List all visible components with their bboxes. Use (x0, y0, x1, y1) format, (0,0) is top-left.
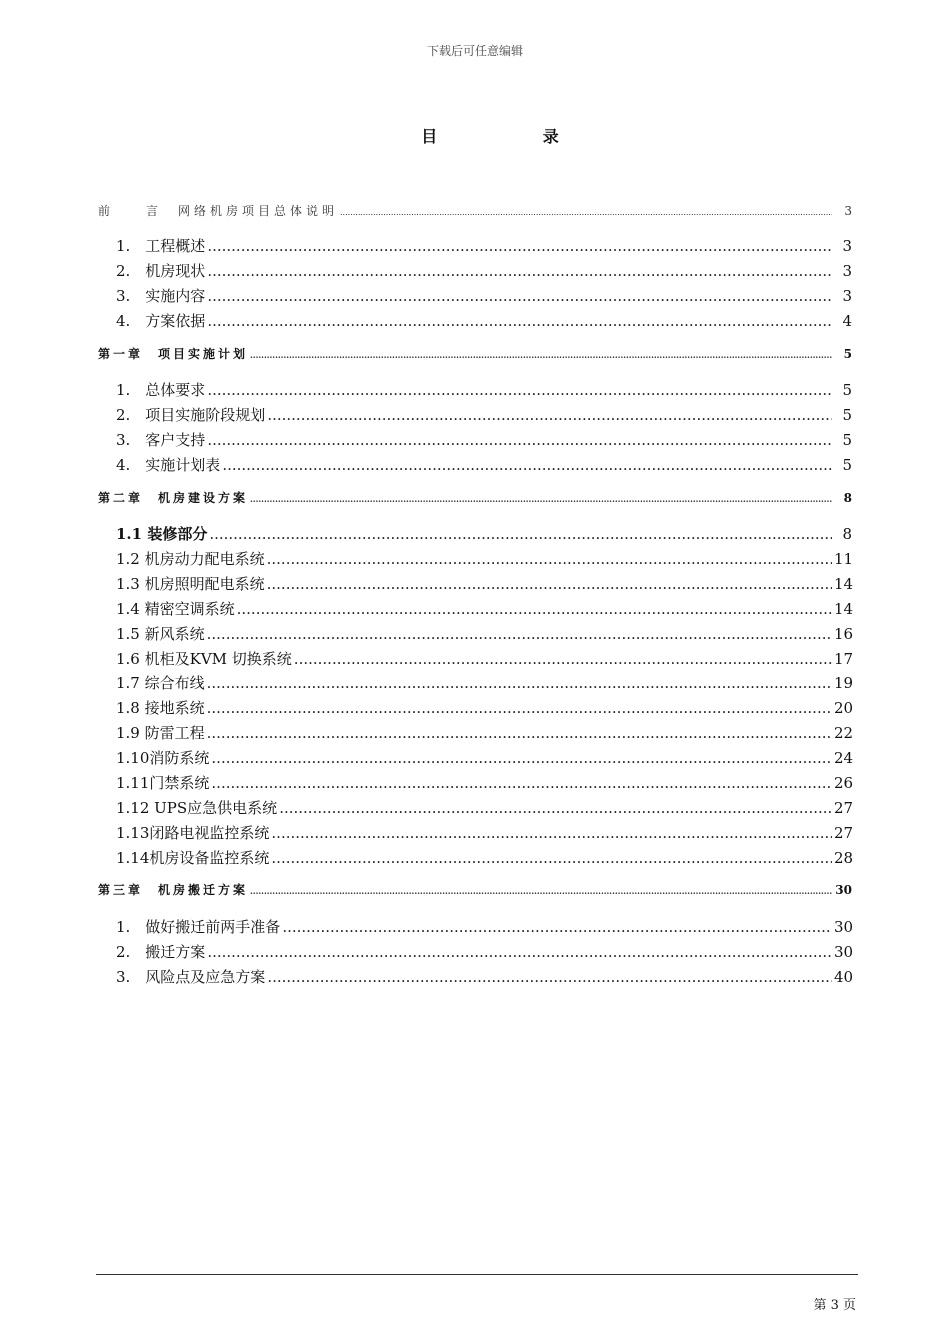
toc-chapter-2[interactable]: 第二章 机房建设方案 ..... 8 (98, 489, 852, 511)
toc-entry[interactable]: 1.4 精密空调系统 ..... 14 (98, 598, 852, 620)
toc-entry[interactable]: 1.11门禁系统 ..... 26 (98, 772, 852, 794)
toc-entry[interactable]: 2. 搬迁方案 ..... 30 (98, 941, 852, 963)
toc-entry-preface[interactable]: 前 言 网络机房项目总体说明 ..... 3 (98, 202, 852, 224)
toc-entry[interactable]: 2. 项目实施阶段规划 ..... 5 (98, 404, 852, 426)
footer-divider (96, 1274, 858, 1275)
toc-chapter-1[interactable]: 第一章 项目实施计划 ..... 5 (98, 345, 852, 367)
toc-entry[interactable]: 1.6 机柜及KVM 切换系统 ..... 17 (98, 648, 852, 670)
toc-entry[interactable]: 3. 客户支持 ..... 5 (98, 429, 852, 451)
toc-entry[interactable]: 1.10消防系统 ..... 24 (98, 747, 852, 769)
toc-entry[interactable]: 1. 工程概述 ..... 3 (98, 235, 852, 257)
page-header: 下载后可任意编辑 (426, 44, 523, 58)
toc-entry[interactable]: 1.7 综合布线 ..... 19 (98, 672, 852, 694)
toc-entry[interactable]: 1.2 机房动力配电系统 ..... 11 (98, 548, 852, 570)
toc-entry[interactable]: 3. 实施内容 ..... 3 (98, 285, 852, 307)
toc-entry[interactable]: 4. 方案依据 ..... 4 (98, 310, 852, 332)
toc-entry[interactable]: 1.14机房设备监控系统 ..... 28 (98, 847, 852, 869)
toc-entry[interactable]: 3. 风险点及应急方案 ..... 40 (98, 966, 852, 988)
toc-chapter-3[interactable]: 第三章 机房搬迁方案 ..... 30 (98, 881, 852, 903)
toc-entry[interactable]: 1. 总体要求 ..... 5 (98, 379, 852, 401)
toc-entry[interactable]: 1.12 UPS应急供电系统 ..... 27 (98, 797, 852, 819)
toc-entry[interactable]: 1.5 新风系统 ..... 16 (98, 623, 852, 645)
toc-entry[interactable]: 1.3 机房照明配电系统 ..... 14 (98, 573, 852, 595)
toc-entry[interactable]: 1.8 接地系统 ..... 20 (98, 697, 852, 719)
toc-title: 目 录 (421, 127, 609, 146)
toc-entry[interactable]: 2. 机房现状 ..... 3 (98, 260, 852, 282)
toc-entry[interactable]: 1. 做好搬迁前两手准备 ..... 30 (98, 916, 852, 938)
toc-entry[interactable]: 4. 实施计划表 ..... 5 (98, 454, 852, 476)
toc-entry[interactable]: 1.1 装修部分 ..... 8 (98, 523, 852, 545)
page-number: 第 3 页 (813, 1298, 856, 1313)
toc-entry[interactable]: 1.13闭路电视监控系统 ..... 27 (98, 822, 852, 844)
toc-entry[interactable]: 1.9 防雷工程 ..... 22 (98, 722, 852, 744)
